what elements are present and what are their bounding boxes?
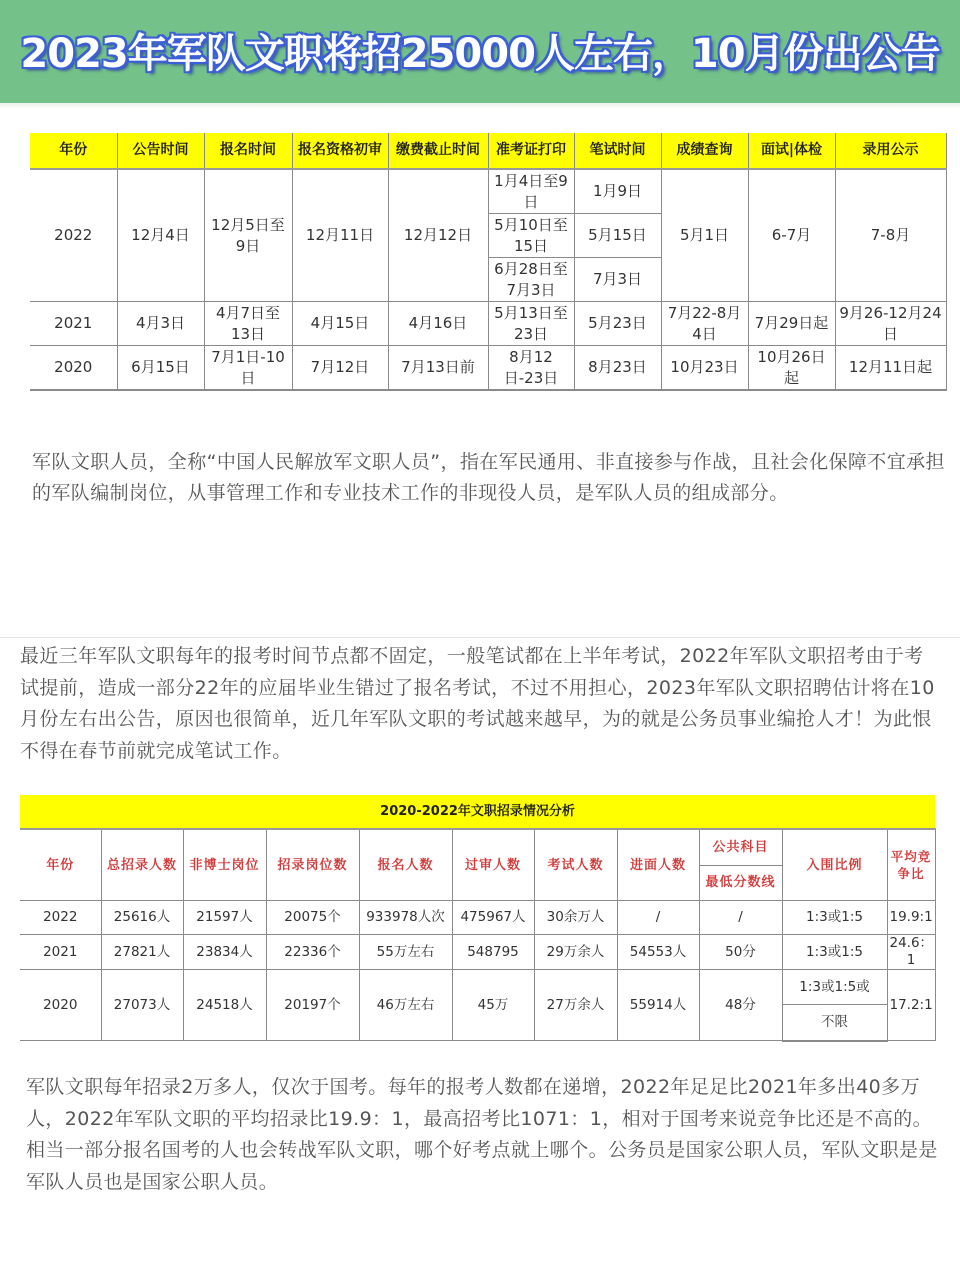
- table-title: 2020-2022年文职招录情况分析: [20, 795, 935, 829]
- cell-review: 4月15日: [292, 302, 388, 346]
- cell-interview-ratio: 1:3或1:5: [782, 901, 887, 935]
- cell-written-exam: 7月3日: [574, 258, 661, 302]
- cell-avg-competition: 19.9:1: [887, 901, 935, 935]
- cell-written-exam: 5月23日: [574, 302, 661, 346]
- cell-posts: 22336个: [266, 935, 359, 970]
- cell-non-phd-posts: 21597人: [183, 901, 266, 935]
- cell-admit-print: 8月12日-23日: [488, 346, 574, 391]
- cell-posts: 20075个: [266, 901, 359, 935]
- cell-admit-print: 1月4日至9日: [488, 169, 574, 214]
- cell-publicity: 9月26-12月24日: [835, 302, 946, 346]
- cell-written-exam: 1月9日: [574, 169, 661, 214]
- cell-total-hired: 25616人: [101, 901, 183, 935]
- cell-register: 4月7日至13日: [204, 302, 292, 346]
- cell-review: 7月12日: [292, 346, 388, 391]
- cell-interview-ratio: 1:3或1:5或: [782, 970, 887, 1005]
- cell-interviewees: /: [617, 901, 699, 935]
- cell-year: 2020: [30, 346, 117, 391]
- paragraph-schedule-analysis: 最近三年军队文职每年的报考时间节点都不固定，一般笔试都在上半年考试，2022年军队文职招考由于考试提前，造成一部分22年的应届毕业生错过了报名考试，不过不用担心，2023年军队文职招聘估计将在10月份左右出公告，原因也很简单，近几年军队文职的考试越来越早，为的就是公务员事业编抢人才！为此恨不得在春节前就完成笔试工作。: [20, 645, 935, 762]
- header-year: 年份: [30, 133, 117, 169]
- cell-min-score: /: [699, 901, 782, 935]
- header-written-exam: 笔试时间: [574, 133, 661, 169]
- cell-examinees: 30余万人: [534, 901, 617, 935]
- table-header-row: [30, 133, 946, 169]
- cell-interview: 6-7月: [748, 169, 835, 302]
- header-examinees: 考试人数: [534, 829, 617, 901]
- exam-schedule-table: [30, 133, 947, 391]
- page-title: 2023年军队文职将招25000人左右，10月份出公告: [20, 31, 940, 77]
- cell-interviewees: 55914人: [617, 970, 699, 1041]
- cell-register: 12月5日至9日: [204, 169, 292, 302]
- cell-applicants: 55万左右: [359, 935, 452, 970]
- header-announce: 公告时间: [117, 133, 204, 169]
- cell-score-query: 10月23日: [661, 346, 748, 391]
- cell-passed-review: 548795: [452, 935, 534, 970]
- cell-year: 2022: [30, 169, 117, 302]
- header-interviewees: 进面人数: [617, 829, 699, 901]
- cell-passed-review: 475967人: [452, 901, 534, 935]
- cell-review: 12月11日: [292, 169, 388, 302]
- cell-posts: 20197个: [266, 970, 359, 1041]
- cell-passed-review: 45万: [452, 970, 534, 1041]
- header-admit-print: 准考证打印: [488, 133, 574, 169]
- header-non-phd-posts: 非博士岗位: [183, 829, 266, 901]
- header-min-score: 最低分数线: [699, 865, 782, 901]
- table-header-row: [20, 829, 935, 865]
- header-applicants: 报名人数: [359, 829, 452, 901]
- cell-announce: 12月4日: [117, 169, 204, 302]
- header-public-subject: 公共科目: [699, 829, 782, 865]
- banner-shadow: [0, 103, 960, 109]
- cell-year: 2022: [20, 901, 101, 935]
- paragraph-definition: 军队文职人员，全称“中国人民解放军文职人员”，指在军民通用、非直接参与作战，且社会化保障不宜承担的军队编制岗位，从事管理工作和专业技术工作的非现役人员，是军队人员的组成部分。: [32, 451, 945, 504]
- cell-written-exam: 5月15日: [574, 214, 661, 258]
- cell-interview-ratio-cont: 不限: [782, 1005, 887, 1041]
- header-score-query: 成绩查询: [661, 133, 748, 169]
- cell-min-score: 50分: [699, 935, 782, 970]
- cell-applicants: 933978人次: [359, 901, 452, 935]
- cell-applicants: 46万左右: [359, 970, 452, 1041]
- header-register: 报名时间: [204, 133, 292, 169]
- cell-publicity: 7-8月: [835, 169, 946, 302]
- table-row: [30, 302, 946, 346]
- cell-admit-print: 5月10日至15日: [488, 214, 574, 258]
- cell-score-query: 7月22-8月4日: [661, 302, 748, 346]
- header-interview: 面试|体检: [748, 133, 835, 169]
- header-payment: 缴费截止时间: [388, 133, 488, 169]
- cell-payment: 12月12日: [388, 169, 488, 302]
- paragraph-recruit-summary: 军队文职每年招录2万多人，仅次于国考。每年的报考人数都在递增，2022年足足比2021年多出40多万人，2022年军队文职的平均招录比19.9：1，最高招考比1071：1，相对于国考来说竞争比还是不高的。相当一部分报名国考的人也会转战军队文职，哪个好考点就上哪个。公务员是国家公职人员，军队文职是是军队人员也是国家公职人员。: [26, 1076, 938, 1193]
- cell-min-score: 48分: [699, 970, 782, 1041]
- table-row: [20, 970, 935, 1005]
- table-row: [20, 935, 935, 970]
- cell-non-phd-posts: 23834人: [183, 935, 266, 970]
- cell-total-hired: 27073人: [101, 970, 183, 1041]
- cell-interview-ratio: 1:3或1:5: [782, 935, 887, 970]
- cell-announce: 6月15日: [117, 346, 204, 391]
- recruitment-analysis-section: [20, 795, 935, 1042]
- cell-year: 2020: [20, 970, 101, 1041]
- title-banner: [0, 0, 960, 103]
- cell-interview: 10月26日起: [748, 346, 835, 391]
- header-interview-ratio: 入围比例: [782, 829, 887, 901]
- cell-register: 7月1日-10日: [204, 346, 292, 391]
- cell-score-query: 5月1日: [661, 169, 748, 302]
- cell-payment: 7月13日前: [388, 346, 488, 391]
- table-title-row: [20, 795, 935, 829]
- cell-non-phd-posts: 24518人: [183, 970, 266, 1041]
- cell-written-exam: 8月23日: [574, 346, 661, 391]
- cell-admit-print: 5月13日至23日: [488, 302, 574, 346]
- cell-payment: 4月16日: [388, 302, 488, 346]
- cell-interviewees: 54553人: [617, 935, 699, 970]
- cell-interview: 7月29日起: [748, 302, 835, 346]
- header-passed-review: 过审人数: [452, 829, 534, 901]
- cell-year: 2021: [30, 302, 117, 346]
- header-publicity: 录用公示: [835, 133, 946, 169]
- table-row: [20, 901, 935, 935]
- cell-admit-print: 6月28日至7月3日: [488, 258, 574, 302]
- table-row: [30, 346, 946, 391]
- section-divider: [0, 637, 960, 638]
- cell-avg-competition: 24.6：1: [887, 935, 935, 970]
- header-posts: 招录岗位数: [266, 829, 359, 901]
- cell-year: 2021: [20, 935, 101, 970]
- table-row: [30, 169, 946, 214]
- header-year: 年份: [20, 829, 101, 901]
- cell-publicity: 12月11日起: [835, 346, 946, 391]
- header-total-hired: 总招录人数: [101, 829, 183, 901]
- cell-avg-competition: 17.2:1: [887, 970, 935, 1041]
- header-avg-competition: 平均竞争比: [887, 829, 935, 901]
- cell-total-hired: 27821人: [101, 935, 183, 970]
- recruitment-analysis-table: [20, 795, 936, 1042]
- cell-examinees: 29万余人: [534, 935, 617, 970]
- header-review: 报名资格初审: [292, 133, 388, 169]
- cell-examinees: 27万余人: [534, 970, 617, 1041]
- cell-announce: 4月3日: [117, 302, 204, 346]
